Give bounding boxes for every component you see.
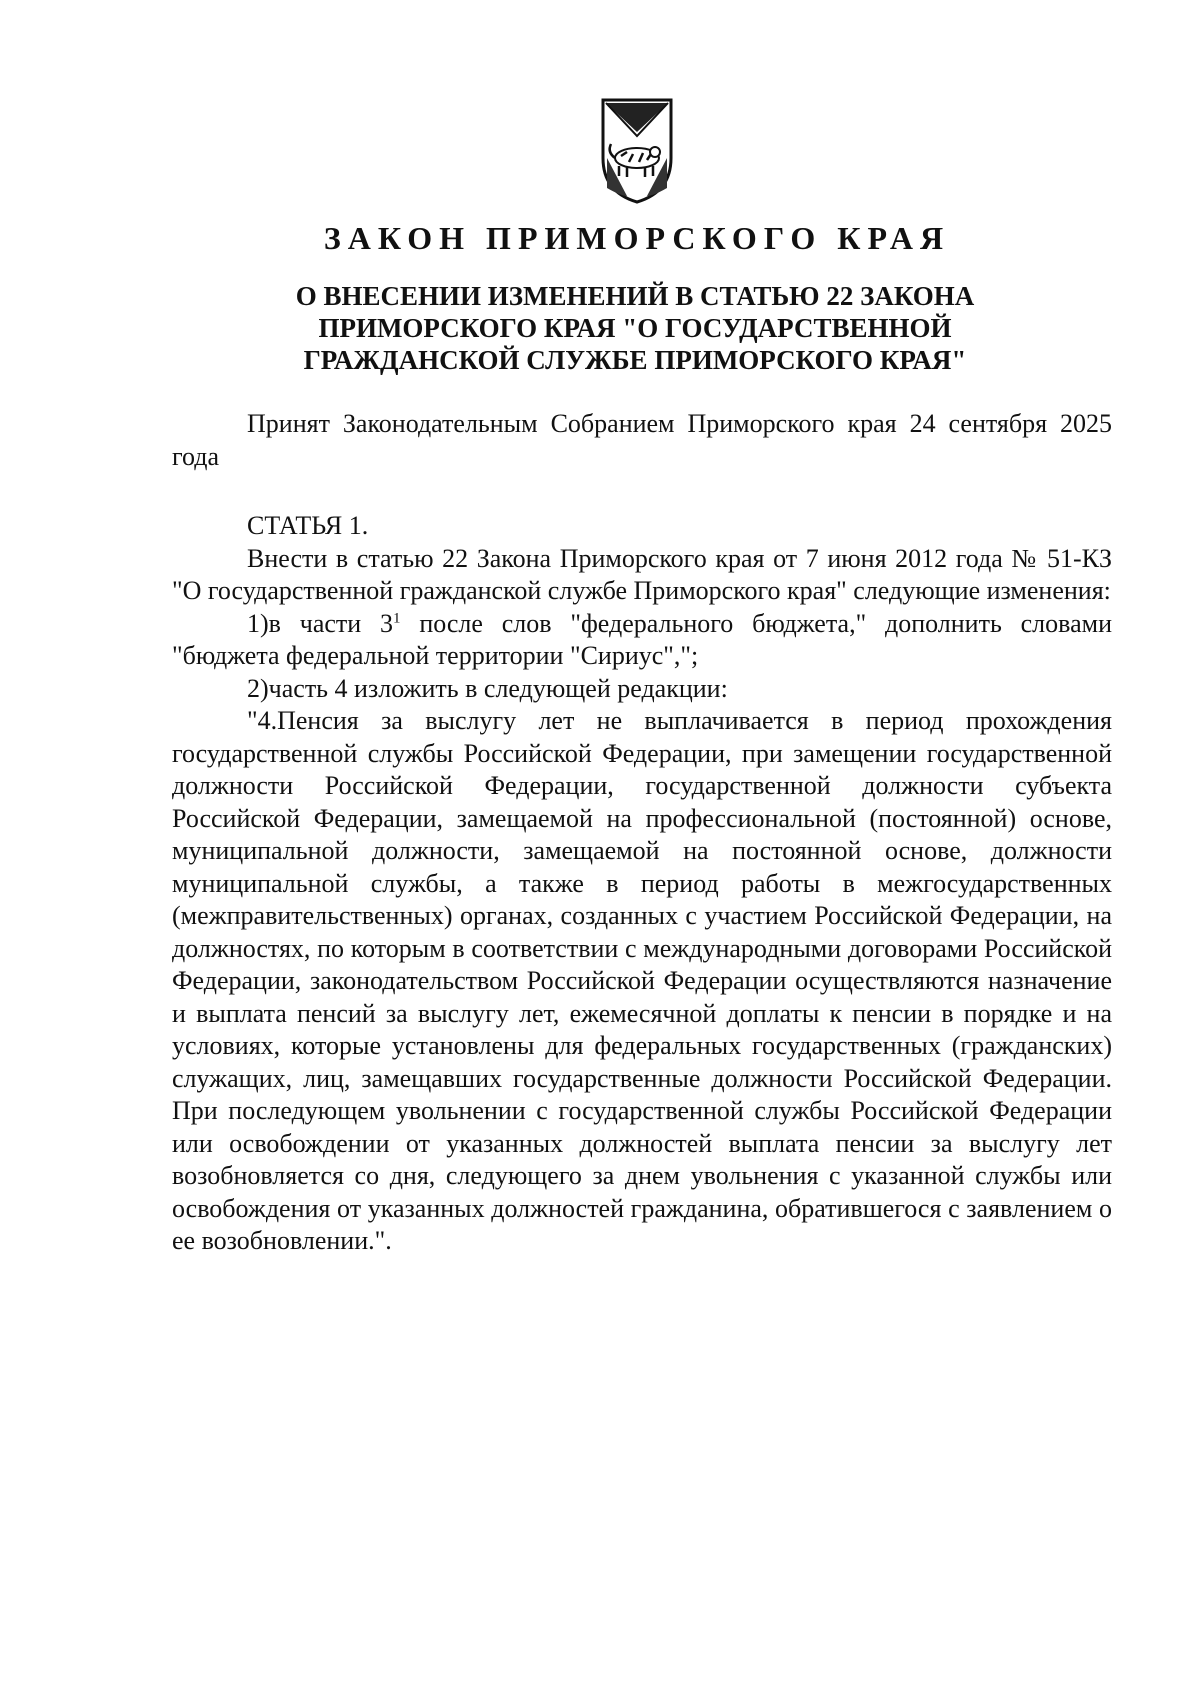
amendment-item-2-text: "4.Пенсия за выслугу лет не выплачивается в период прохождения государственной службы Российской Федерации, при замещении государственной должности Российской Федерации, государственной должности субъекта Российской Федерации, замещаемой на профессиональной (постоянной) основе, муниципальной должности, замещаемой на постоянной основе, должности муниципальной службы, а также в период работы в межгосударственных (межправительственных) органах, созданных с участием Российской Федерации, на должностях, по которым в соответствии с международными договорами Российской Федерации, законодательством Российской Федерации осуществляются назначение и выплата пенсий за выслугу лет, ежемесячной доплаты к пенсии в порядке и на условиях, которые установлены для федеральных государственных (гражданских) служащих, лиц, замещавших государственные должности Российской Федерации. При последующем увольнении с государственной службы Российской Федерации или освобождении от указанных должностей выплата пенсии за выслугу лет возобновляется со дня, следующего за днем увольнения с указанной службы или освобождения от указанных должностей гражданина, обратившегося с заявлением о ее возобновлении.". bbox=[172, 706, 1112, 1255]
law-subtitle: О ВНЕСЕНИИ ИЗМЕНЕНИЙ В СТАТЬЮ 22 ЗАКОНА ПРИМОРСКОГО КРАЯ "О ГОСУДАРСТВЕННОЙ ГРАЖДАНСКОЙ СЛУЖБЕ ПРИМОРСКОГО КРАЯ" bbox=[295, 281, 975, 375]
law-title: ЗАКОН ПРИМОРСКОГО КРАЯ bbox=[323, 220, 951, 256]
article-intro: Внести в статью 22 Закона Приморского края от 7 июня 2012 года № 51-КЗ "О государственной гражданской службе Приморского края" следующие изменения: bbox=[172, 543, 1112, 605]
amendment-item-1 bbox=[172, 608, 1112, 673]
adoption-statement: Принят Законодательным Собранием Приморского края 24 сентября 2025 года bbox=[172, 409, 1112, 471]
amendment-item-1-prefix: 1)в части 3 bbox=[247, 608, 393, 638]
coat-of-arms-icon bbox=[597, 96, 677, 206]
amendment-item-1-suffix: после слов "федерального бюджета," дополнить словами "бюджета федеральной территории "Сириус","; bbox=[172, 608, 1112, 670]
amendment-item-2: 2)часть 4 изложить в следующей редакции: bbox=[247, 673, 728, 703]
article-heading: СТАТЬЯ 1. bbox=[247, 511, 369, 540]
article-1 bbox=[172, 510, 1112, 1258]
part-superscript: 1 bbox=[393, 609, 401, 626]
